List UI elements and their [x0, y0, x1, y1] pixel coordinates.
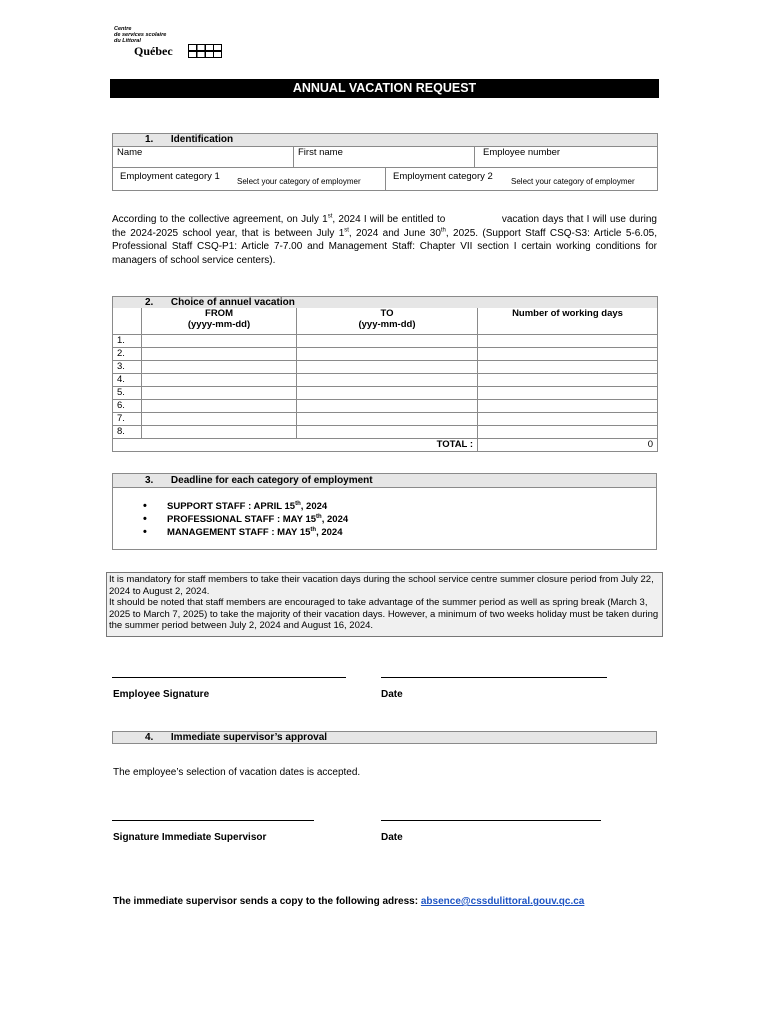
- employee-date-line[interactable]: [381, 677, 607, 678]
- first-name-label: First name: [298, 147, 343, 158]
- from-label: FROM: [205, 308, 233, 319]
- section-number: 2.: [145, 297, 154, 308]
- section-title: Identification: [170, 134, 234, 145]
- notice-line-1: It is mandatory for staff members to take their vacation days during the school service centre summer closure period from July 22, 2024 to August 2, 2024.: [109, 574, 654, 597]
- to-date-input[interactable]: [297, 374, 478, 387]
- category-1-select[interactable]: Select your category of employmer: [237, 177, 361, 186]
- agreement-text-3: vacation days that I will use during the 2024-2025 school year, that is between July 1: [112, 214, 657, 239]
- agreement-text-4: , 2024 and June 30: [348, 227, 441, 239]
- from-date-input[interactable]: [142, 400, 297, 413]
- employee-signature-line[interactable]: [112, 677, 346, 678]
- row-number: 8.: [113, 426, 142, 439]
- from-date-input[interactable]: [142, 361, 297, 374]
- from-date-input[interactable]: [142, 335, 297, 348]
- agreement-sup-1: st: [327, 213, 333, 220]
- agreement-text-5: , 2025. (Support Staff CSQ-S3: Article 5-6.05, Professional Staff CSQ-P1: Article 7-7.00 and Management Staff: Chapter VII section I certain working conditions for managers of school service centers).: [112, 227, 657, 266]
- to-header: [297, 308, 478, 335]
- section-number: 3.: [145, 475, 154, 486]
- supervisor-date-label: Date: [381, 832, 403, 843]
- row-number: 2.: [113, 348, 142, 361]
- deadline-box: [112, 473, 657, 550]
- section-title: Immediate supervisor’s approval: [170, 732, 328, 743]
- to-date-input[interactable]: [297, 400, 478, 413]
- agreement-text-1: According to the collective agreement, on July 1: [112, 214, 328, 225]
- deadline-item: • MANAGEMENT STAFF : MAY 15th, 2024: [143, 527, 348, 540]
- agreement-sup-2: st: [344, 227, 349, 234]
- row-number: 5.: [113, 387, 142, 400]
- deadline-header: [113, 474, 656, 488]
- first-name-field[interactable]: [294, 147, 475, 168]
- from-date-input[interactable]: [142, 413, 297, 426]
- name-field[interactable]: [113, 147, 294, 168]
- quebec-wordmark: Québec: [134, 44, 173, 58]
- days-label: Number of working days: [512, 308, 623, 319]
- email-link[interactable]: absence@cssdulittoral.gouv.qc.ca: [420, 896, 585, 907]
- employee-signature-label: Employee Signature: [113, 689, 210, 700]
- to-date-input[interactable]: [297, 361, 478, 374]
- vacation-table: [112, 296, 658, 452]
- vacation-header: [113, 297, 658, 309]
- organization-logo: [110, 26, 220, 58]
- section-title: Choice of annuel vacation: [170, 297, 295, 308]
- footer-note: [113, 896, 584, 907]
- supervisor-signature-line[interactable]: [112, 820, 314, 821]
- section-number: 1.: [145, 134, 154, 145]
- to-label: TO: [380, 308, 394, 319]
- days-input[interactable]: [478, 400, 658, 413]
- closure-notice: [106, 572, 663, 637]
- identification-table: [112, 133, 658, 191]
- from-date-input[interactable]: [142, 374, 297, 387]
- identification-header: [113, 134, 658, 147]
- days-input[interactable]: [478, 413, 658, 426]
- from-date-input[interactable]: [142, 426, 297, 439]
- org-line-2: de services scolaire: [114, 32, 167, 38]
- category-2-label: Employment category 2: [393, 171, 493, 182]
- total-value: 0: [478, 439, 658, 452]
- row-number-header: [113, 308, 142, 335]
- employee-number-field[interactable]: [475, 147, 658, 168]
- section-title: Deadline for each category of employment: [170, 475, 373, 486]
- row-number: 7.: [113, 413, 142, 426]
- category-divider: [385, 168, 386, 190]
- days-input[interactable]: [478, 335, 658, 348]
- to-format: (yyy-mm-dd): [358, 319, 416, 330]
- deadline-item: • PROFESSIONAL STAFF : MAY 15th, 2024: [143, 514, 348, 527]
- to-date-input[interactable]: [297, 413, 478, 426]
- category-2-select[interactable]: Select your category of employmer: [511, 177, 635, 186]
- deadline-list: [143, 501, 348, 540]
- days-input[interactable]: [478, 374, 658, 387]
- employee-date-label: Date: [381, 689, 403, 700]
- from-date-input[interactable]: [142, 387, 297, 400]
- approval-statement: The employee’s selection of vacation dates is accepted.: [113, 767, 361, 778]
- name-label: Name: [117, 147, 143, 158]
- to-date-input[interactable]: [297, 335, 478, 348]
- supervisor-signature-label: Signature Immediate Supervisor: [113, 832, 267, 843]
- to-date-input[interactable]: [297, 426, 478, 439]
- category-1-label: Employment category 1: [120, 171, 220, 182]
- days-header: [478, 308, 658, 335]
- to-date-input[interactable]: [297, 387, 478, 400]
- from-format: (yyyy-mm-dd): [187, 319, 251, 330]
- from-header: [142, 308, 297, 335]
- from-date-input[interactable]: [142, 348, 297, 361]
- notice-line-2: It should be noted that staff members are encouraged to take advantage of the summer period as well as spring break (March 3, 2025 to March 7, 2025) to take the majority of their vacation days. However, a minimum of two weeks holiday must be taken during the summer period between July 2, 2024 and August 16, 2024.: [109, 597, 659, 631]
- category-row: [113, 168, 658, 191]
- days-input[interactable]: [478, 387, 658, 400]
- quebec-flag-icon: [188, 44, 222, 58]
- row-number: 1.: [113, 335, 142, 348]
- document-title: ANNUAL VACATION REQUEST: [110, 79, 659, 98]
- row-number: 3.: [113, 361, 142, 374]
- agreement-sup-3: th: [440, 227, 446, 234]
- approval-header: [112, 731, 657, 744]
- agreement-text-2: , 2024 I will be entitled to: [332, 214, 446, 225]
- row-number: 6.: [113, 400, 142, 413]
- organization-name: [114, 26, 166, 44]
- total-label: TOTAL :: [113, 439, 478, 452]
- agreement-paragraph: [112, 213, 657, 267]
- org-line-3: du Littoral: [114, 38, 141, 44]
- employee-number-label: Employee number: [483, 147, 561, 158]
- footer-text: The immediate supervisor sends a copy to the following adress:: [113, 896, 419, 907]
- days-input[interactable]: [478, 348, 658, 361]
- supervisor-date-line[interactable]: [381, 820, 601, 821]
- org-line-1: Centre: [114, 26, 132, 32]
- deadline-item: • SUPPORT STAFF : APRIL 15th, 2024: [143, 501, 348, 514]
- section-number: 4.: [145, 732, 154, 743]
- days-input[interactable]: [478, 426, 658, 439]
- days-input[interactable]: [478, 361, 658, 374]
- to-date-input[interactable]: [297, 348, 478, 361]
- row-number: 4.: [113, 374, 142, 387]
